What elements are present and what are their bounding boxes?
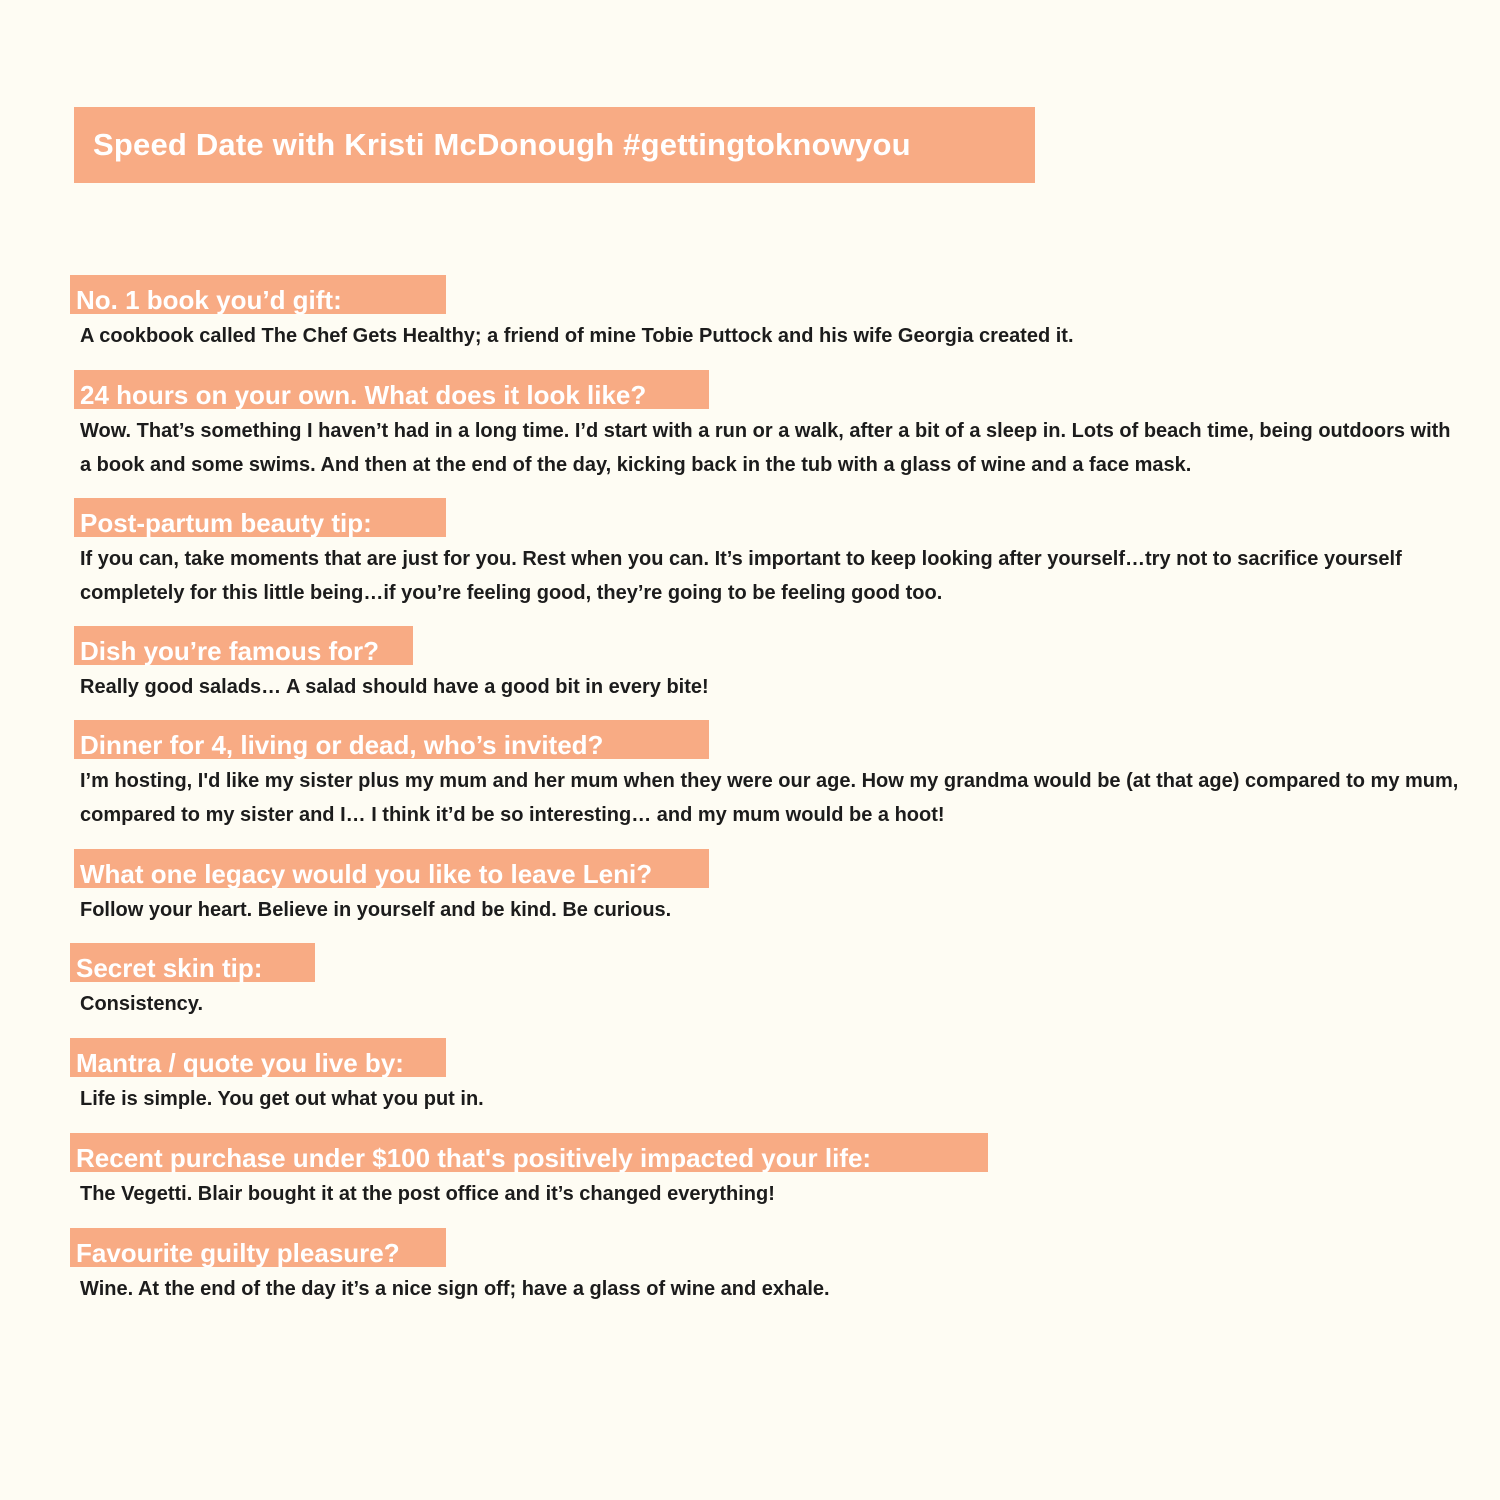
question-text: Mantra / quote you live by: xyxy=(76,1048,404,1078)
question-banner xyxy=(70,943,315,982)
page-title: Speed Date with Kristi McDonough #gettingtoknowyou xyxy=(93,127,911,162)
question-text: Secret skin tip: xyxy=(76,953,263,983)
question-text: What one legacy would you like to leave Leni? xyxy=(80,859,653,889)
answer-text: Really good salads… A salad should have a good bit in every bite! xyxy=(80,676,709,698)
question-banner xyxy=(70,1038,446,1077)
question-text: Favourite guilty pleasure? xyxy=(76,1238,400,1268)
question-banner xyxy=(70,1228,446,1267)
answer-text: Follow your heart. Believe in yourself and be kind. Be curious. xyxy=(80,899,672,921)
answer-text: The Vegetti. Blair bought it at the post office and it’s changed everything! xyxy=(80,1183,775,1205)
question-text: Dinner for 4, living or dead, who’s invited? xyxy=(80,730,604,760)
question-text: 24 hours on your own. What does it look like? xyxy=(80,380,647,410)
answer-text: Consistency. xyxy=(80,993,203,1015)
answer-text: Wine. At the end of the day it’s a nice sign off; have a glass of wine and exhale. xyxy=(80,1278,830,1300)
question-banner xyxy=(70,1133,988,1172)
question-banner xyxy=(74,370,709,409)
question-banner xyxy=(70,275,446,314)
question-banner xyxy=(74,626,413,665)
answer-text: A cookbook called The Chef Gets Healthy; a friend of mine Tobie Puttock and his wife Georgia created it. xyxy=(80,325,1074,347)
question-text: Dish you’re famous for? xyxy=(80,636,380,666)
answer-text: I’m hosting, I'd like my sister plus my mum and her mum when they were our age. How my grandma would be (at that age) compared to my mum, compared to my sister and I… I think it’d be so interesting… and my mum would be a hoot! xyxy=(80,770,1459,826)
answer-text: Life is simple. You get out what you put in. xyxy=(80,1088,484,1110)
answer-text: If you can, take moments that are just for you. Rest when you can. It’s important to keep looking after yourself…try not to sacrifice yourself completely for this little being…if you’re feeling good, they’re going to be feeling good too. xyxy=(80,548,1402,604)
question-text: Recent purchase under $100 that's positively impacted your life: xyxy=(76,1143,872,1173)
question-text: No. 1 book you’d gift: xyxy=(76,285,342,315)
question-banner xyxy=(74,498,446,537)
question-banner xyxy=(74,720,709,759)
question-banner xyxy=(74,849,709,888)
answer-text: Wow. That’s something I haven’t had in a long time. I’d start with a run or a walk, after a bit of a sleep in. Lots of beach time, being outdoors with a book and some swims. And then at the end of the day, kicking back in the tub with a glass of wine and a face mask. xyxy=(80,420,1451,476)
question-text: Post-partum beauty tip: xyxy=(80,508,372,538)
